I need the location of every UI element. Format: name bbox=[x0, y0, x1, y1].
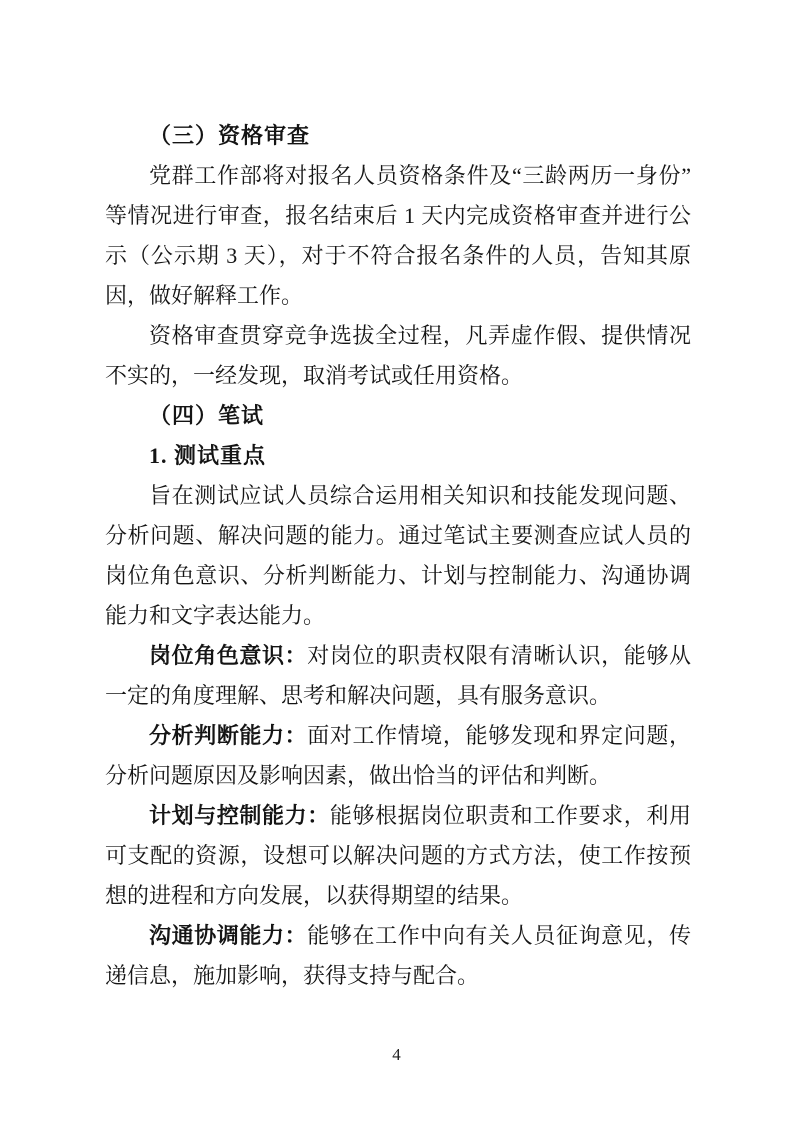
ability-text-analysis-judgment: 面对工作情境，能够发现和界定问题，分析问题原因及影响因素，做出恰当的评估和判断。 bbox=[105, 723, 691, 788]
paragraph-ability-communication bbox=[105, 916, 691, 996]
ability-text-role-awareness: 对岗位的职责权限有清晰认识，能够从一定的角度理解、思考和解决问题，具有服务意识。 bbox=[105, 643, 691, 708]
paragraph-qualification-review: 党群工作部将对报名人员资格条件及“三龄两历一身份”等情况进行审查，报名结束后 1 天内完成资格审查并进行公示（公示期 3 天），对于不符合报名条件的人员，告知其原因，做好解释工作。 bbox=[105, 163, 691, 308]
paragraph-ability-plan-control bbox=[105, 796, 691, 916]
ability-label-plan-control: 计划与控制能力： bbox=[149, 803, 330, 828]
paragraph-test-purpose: 旨在测试应试人员综合运用相关知识和技能发现问题、分析问题、解决问题的能力。通过笔试主要测查应试人员的岗位角色意识、分析判断能力、计划与控制能力、沟通协调能力和文字表达能力。 bbox=[105, 483, 691, 628]
ability-label-communication: 沟通协调能力： bbox=[149, 923, 308, 948]
page-number: 4 bbox=[392, 1045, 401, 1064]
paragraph-review-whole-process: 资格审查贯穿竞争选拔全过程，凡弄虚作假、提供情况不实的，一经发现，取消考试或任用资格。 bbox=[105, 323, 691, 388]
ability-text-plan-control: 能够根据岗位职责和工作要求，利用可支配的资源，设想可以解决问题的方式方法，使工作按预想的进程和方向发展，以获得期望的结果。 bbox=[105, 803, 691, 908]
heading-section-3: （三）资格审查 bbox=[149, 123, 311, 148]
heading-test-focus: 1. 测试重点 bbox=[149, 443, 267, 468]
ability-label-analysis-judgment: 分析判断能力： bbox=[149, 723, 308, 748]
paragraph-ability-analysis-judgment bbox=[105, 716, 691, 796]
ability-label-role-awareness: 岗位角色意识： bbox=[149, 643, 308, 668]
paragraph-ability-role-awareness bbox=[105, 636, 691, 716]
heading-section-4: （四）笔试 bbox=[149, 403, 265, 428]
ability-text-communication: 能够在工作中向有关人员征询意见，传递信息，施加影响，获得支持与配合。 bbox=[105, 923, 691, 988]
document-body bbox=[105, 116, 691, 996]
